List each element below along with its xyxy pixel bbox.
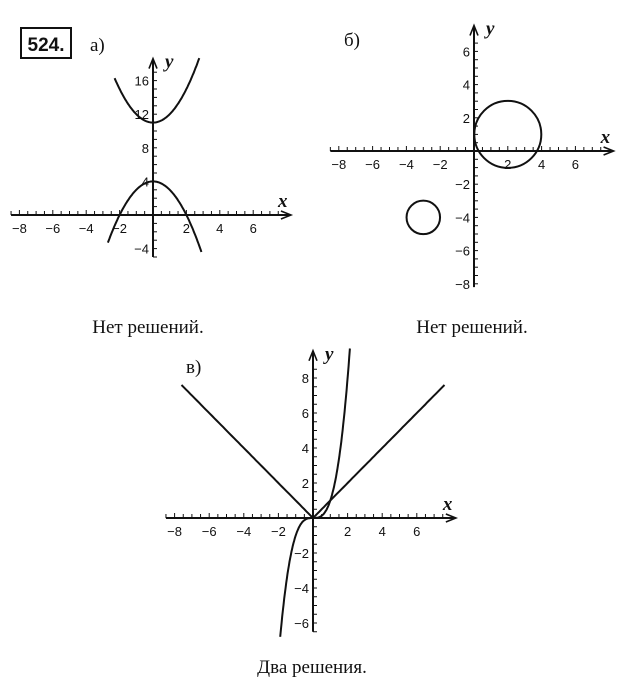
y-tick-label: 16 — [134, 73, 149, 89]
panel-a-axes — [11, 52, 291, 257]
x-tick-label: −6 — [365, 157, 381, 172]
y-tick-label: −6 — [294, 616, 309, 631]
y-tick-label: −4 — [294, 581, 309, 596]
y-tick-label: 4 — [301, 441, 309, 456]
y-tick-label: −4 — [455, 210, 470, 226]
x-axis-name: x — [600, 127, 611, 148]
y-tick-label: 6 — [301, 406, 309, 421]
x-axis-name: x — [442, 494, 453, 515]
x-tick-label: 6 — [249, 221, 257, 236]
circle-curve — [407, 201, 441, 235]
x-tick-label: 6 — [413, 524, 421, 539]
x-tick-label: 4 — [216, 221, 224, 236]
panel-b-label: б) — [344, 30, 360, 51]
problem-number-box — [21, 28, 71, 58]
y-tick-label: 6 — [462, 44, 470, 60]
y-tick-label: −2 — [294, 546, 309, 561]
x-tick-label: −6 — [45, 221, 61, 236]
y-tick-label: −6 — [455, 243, 470, 259]
x-tick-label: 2 — [504, 157, 512, 172]
y-tick-label: 8 — [141, 140, 149, 156]
x-tick-label: 4 — [537, 157, 546, 172]
y-axis-name: y — [325, 343, 334, 365]
problem-number: 524. — [27, 35, 65, 56]
x-tick-label: −8 — [331, 157, 347, 172]
x-tick-label: −8 — [11, 221, 27, 236]
x-tick-label: 2 — [182, 221, 191, 236]
panel-a-label: а) — [90, 35, 105, 56]
x-tick-label: −2 — [112, 221, 128, 236]
x-tick-label: −6 — [201, 524, 217, 539]
panel-a — [11, 35, 291, 338]
y-axis-name: y — [165, 51, 174, 73]
y-tick-label: 2 — [462, 110, 470, 126]
y-tick-label: 2 — [301, 476, 309, 491]
y-tick-label: −4 — [134, 241, 149, 257]
x-tick-label: −4 — [236, 524, 252, 539]
y-tick-label: −2 — [455, 177, 470, 193]
panel-b-caption: Нет решений. — [416, 317, 528, 338]
x-tick-label: 4 — [378, 524, 386, 539]
x-tick-label: 2 — [343, 524, 352, 539]
panel-c-label: в) — [186, 357, 202, 378]
panel-b — [330, 19, 613, 339]
x-tick-label: 6 — [571, 157, 580, 172]
panel-c-caption: Два решения. — [257, 657, 367, 678]
panel-c — [166, 344, 456, 678]
panel-c-axes — [166, 344, 456, 632]
y-axis-name: y — [486, 18, 495, 40]
y-tick-label: 4 — [141, 174, 149, 190]
x-axis-name: x — [277, 191, 288, 212]
panel-b-axes — [330, 19, 613, 292]
y-tick-label: 8 — [301, 371, 309, 386]
y-tick-label: 12 — [134, 107, 149, 123]
x-tick-label: −2 — [432, 157, 448, 172]
x-tick-label: −8 — [167, 524, 183, 539]
x-tick-label: −4 — [78, 221, 94, 236]
y-tick-label: −8 — [455, 276, 470, 292]
x-tick-label: −4 — [398, 157, 414, 172]
parabola_down-curve — [108, 181, 201, 252]
y-tick-label: 4 — [462, 77, 470, 93]
panel-a-caption: Нет решений. — [92, 317, 204, 338]
x-tick-label: −2 — [270, 524, 286, 539]
